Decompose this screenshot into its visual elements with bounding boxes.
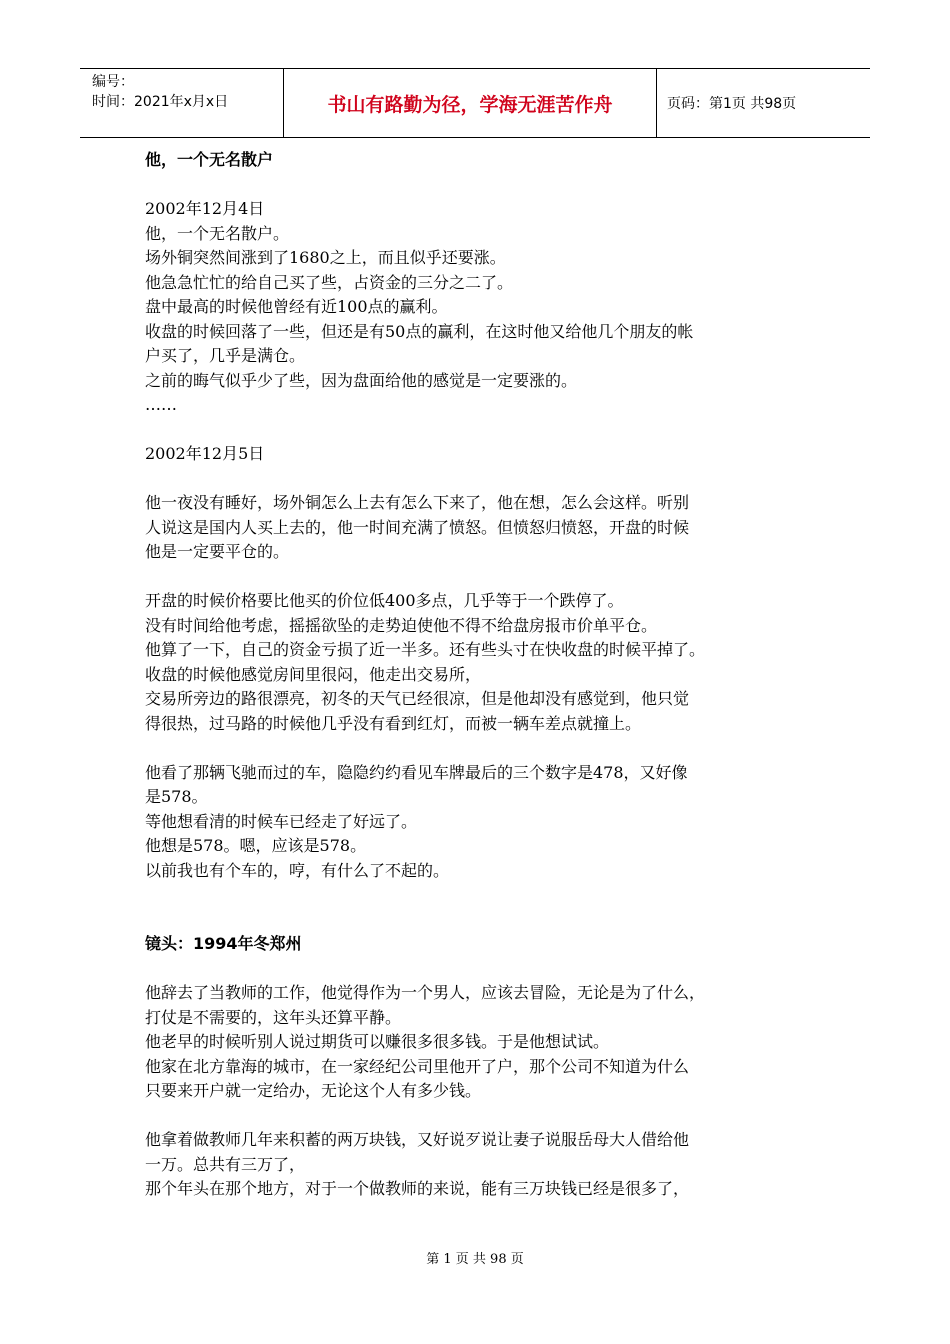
text-line: 那个年头在那个地方，对于一个做教师的来说，能有三万块钱已经是很多了， [145, 1179, 690, 1198]
text-line: 收盘的时候回落了一些，但还是有50点的赢利，在这时他又给他几个朋友的帐 [145, 321, 694, 341]
text-line: 收盘的时候他感觉房间里很闷，他走出交易所， [145, 664, 482, 684]
text-line: 是578。 [145, 787, 208, 806]
text-line: 他急急忙忙的给自己买了些，占资金的三分之二了。 [145, 272, 514, 292]
text-line: …… [145, 395, 177, 414]
text-line: 户买了，几乎是满仓。 [145, 346, 306, 365]
text-line: 他算了一下，自己的资金亏损了近一半多。还有些头寸在快收盘的时候平掉了。 [145, 640, 706, 659]
paragraph-4 [145, 761, 815, 884]
header-table [80, 68, 870, 138]
date-line: 2002年12月5日 [145, 444, 265, 463]
text-line: 他想是578。嗯，应该是578。 [145, 836, 367, 855]
text-line: 他辞去了当教师的工作，他觉得作为一个男人，应该去冒险，无论是为了什么， [145, 983, 706, 1002]
text-line: 他，一个无名散户。 [145, 223, 290, 243]
article-body [145, 148, 815, 1202]
text-line: 开盘的时候价格要比他买的价位低400多点，几乎等于一个跌停了。 [145, 591, 624, 610]
text-line: 一万。总共有三万了， [145, 1154, 306, 1174]
text-line: 他老早的时候听别人说过期货可以赚很多很多钱。于是他想试试。 [145, 1032, 610, 1051]
text-line: 以前我也有个车的，哼，有什么了不起的。 [145, 860, 450, 880]
paragraph-2 [145, 491, 815, 565]
date-line: 2002年12月4日 [145, 199, 265, 218]
text-line: 之前的晦气似乎少了些，因为盘面给他的感觉是一定要涨的。 [145, 370, 578, 390]
text-line: 他一夜没有睡好，场外铜怎么上去有怎么下来了，他在想，怎么会这样。听别 [145, 493, 690, 512]
text-line: 人说这是国内人买上去的，他一时间充满了愤怒。但愤怒归愤怒，开盘的时候 [145, 517, 690, 537]
text-line: 盘中最高的时候他曾经有近100点的赢利。 [145, 297, 448, 316]
text-line: 等他想看清的时候车已经走了好远了。 [145, 811, 418, 831]
paragraph-3 [145, 589, 815, 736]
number-label: 编号： [92, 74, 134, 90]
header-motto: 书山有路勤为径，学海无涯苦作舟 [284, 69, 657, 137]
text-line: 交易所旁边的路很漂亮，初冬的天气已经很凉，但是他却没有感觉到，他只觉 [145, 689, 690, 708]
text-line: 场外铜突然间涨到了1680之上，而且似乎还要涨。 [145, 248, 506, 267]
paragraph-6 [145, 1128, 815, 1202]
time-label: 时间：2021年x月x日 [92, 94, 229, 110]
text-line: 他家在北方靠海的城市，在一家经纪公司里他开了户，那个公司不知道为什么 [145, 1056, 690, 1076]
section-heading: 镜头：1994年冬郑州 [145, 934, 302, 953]
text-line: 打仗是不需要的，这年头还算平静。 [145, 1007, 402, 1027]
text-line: 得很热，过马路的时候他几乎没有看到红灯，而被一辆车差点就撞上。 [145, 713, 642, 733]
paragraph-5 [145, 981, 815, 1104]
article-title: 他，一个无名散户 [145, 150, 274, 169]
text-line: 他是一定要平仓的。 [145, 542, 290, 561]
paragraph-1 [145, 222, 815, 418]
text-line: 只要来开户就一定给办，无论这个人有多少钱。 [145, 1081, 482, 1100]
header-page-info: 页码：第1页 共98页 [667, 96, 797, 112]
header-meta [80, 69, 284, 137]
text-line: 没有时间给他考虑，摇摇欲坠的走势迫使他不得不给盘房报市价单平仓。 [145, 615, 658, 635]
page-footer: 第 1 页 共 98 页 [426, 1252, 524, 1267]
text-line: 他拿着做教师几年来积蓄的两万块钱，又好说歹说让妻子说服岳母大人借给他 [145, 1130, 690, 1149]
text-line: 他看了那辆飞驰而过的车，隐隐约约看见车牌最后的三个数字是478，又好像 [145, 762, 688, 782]
